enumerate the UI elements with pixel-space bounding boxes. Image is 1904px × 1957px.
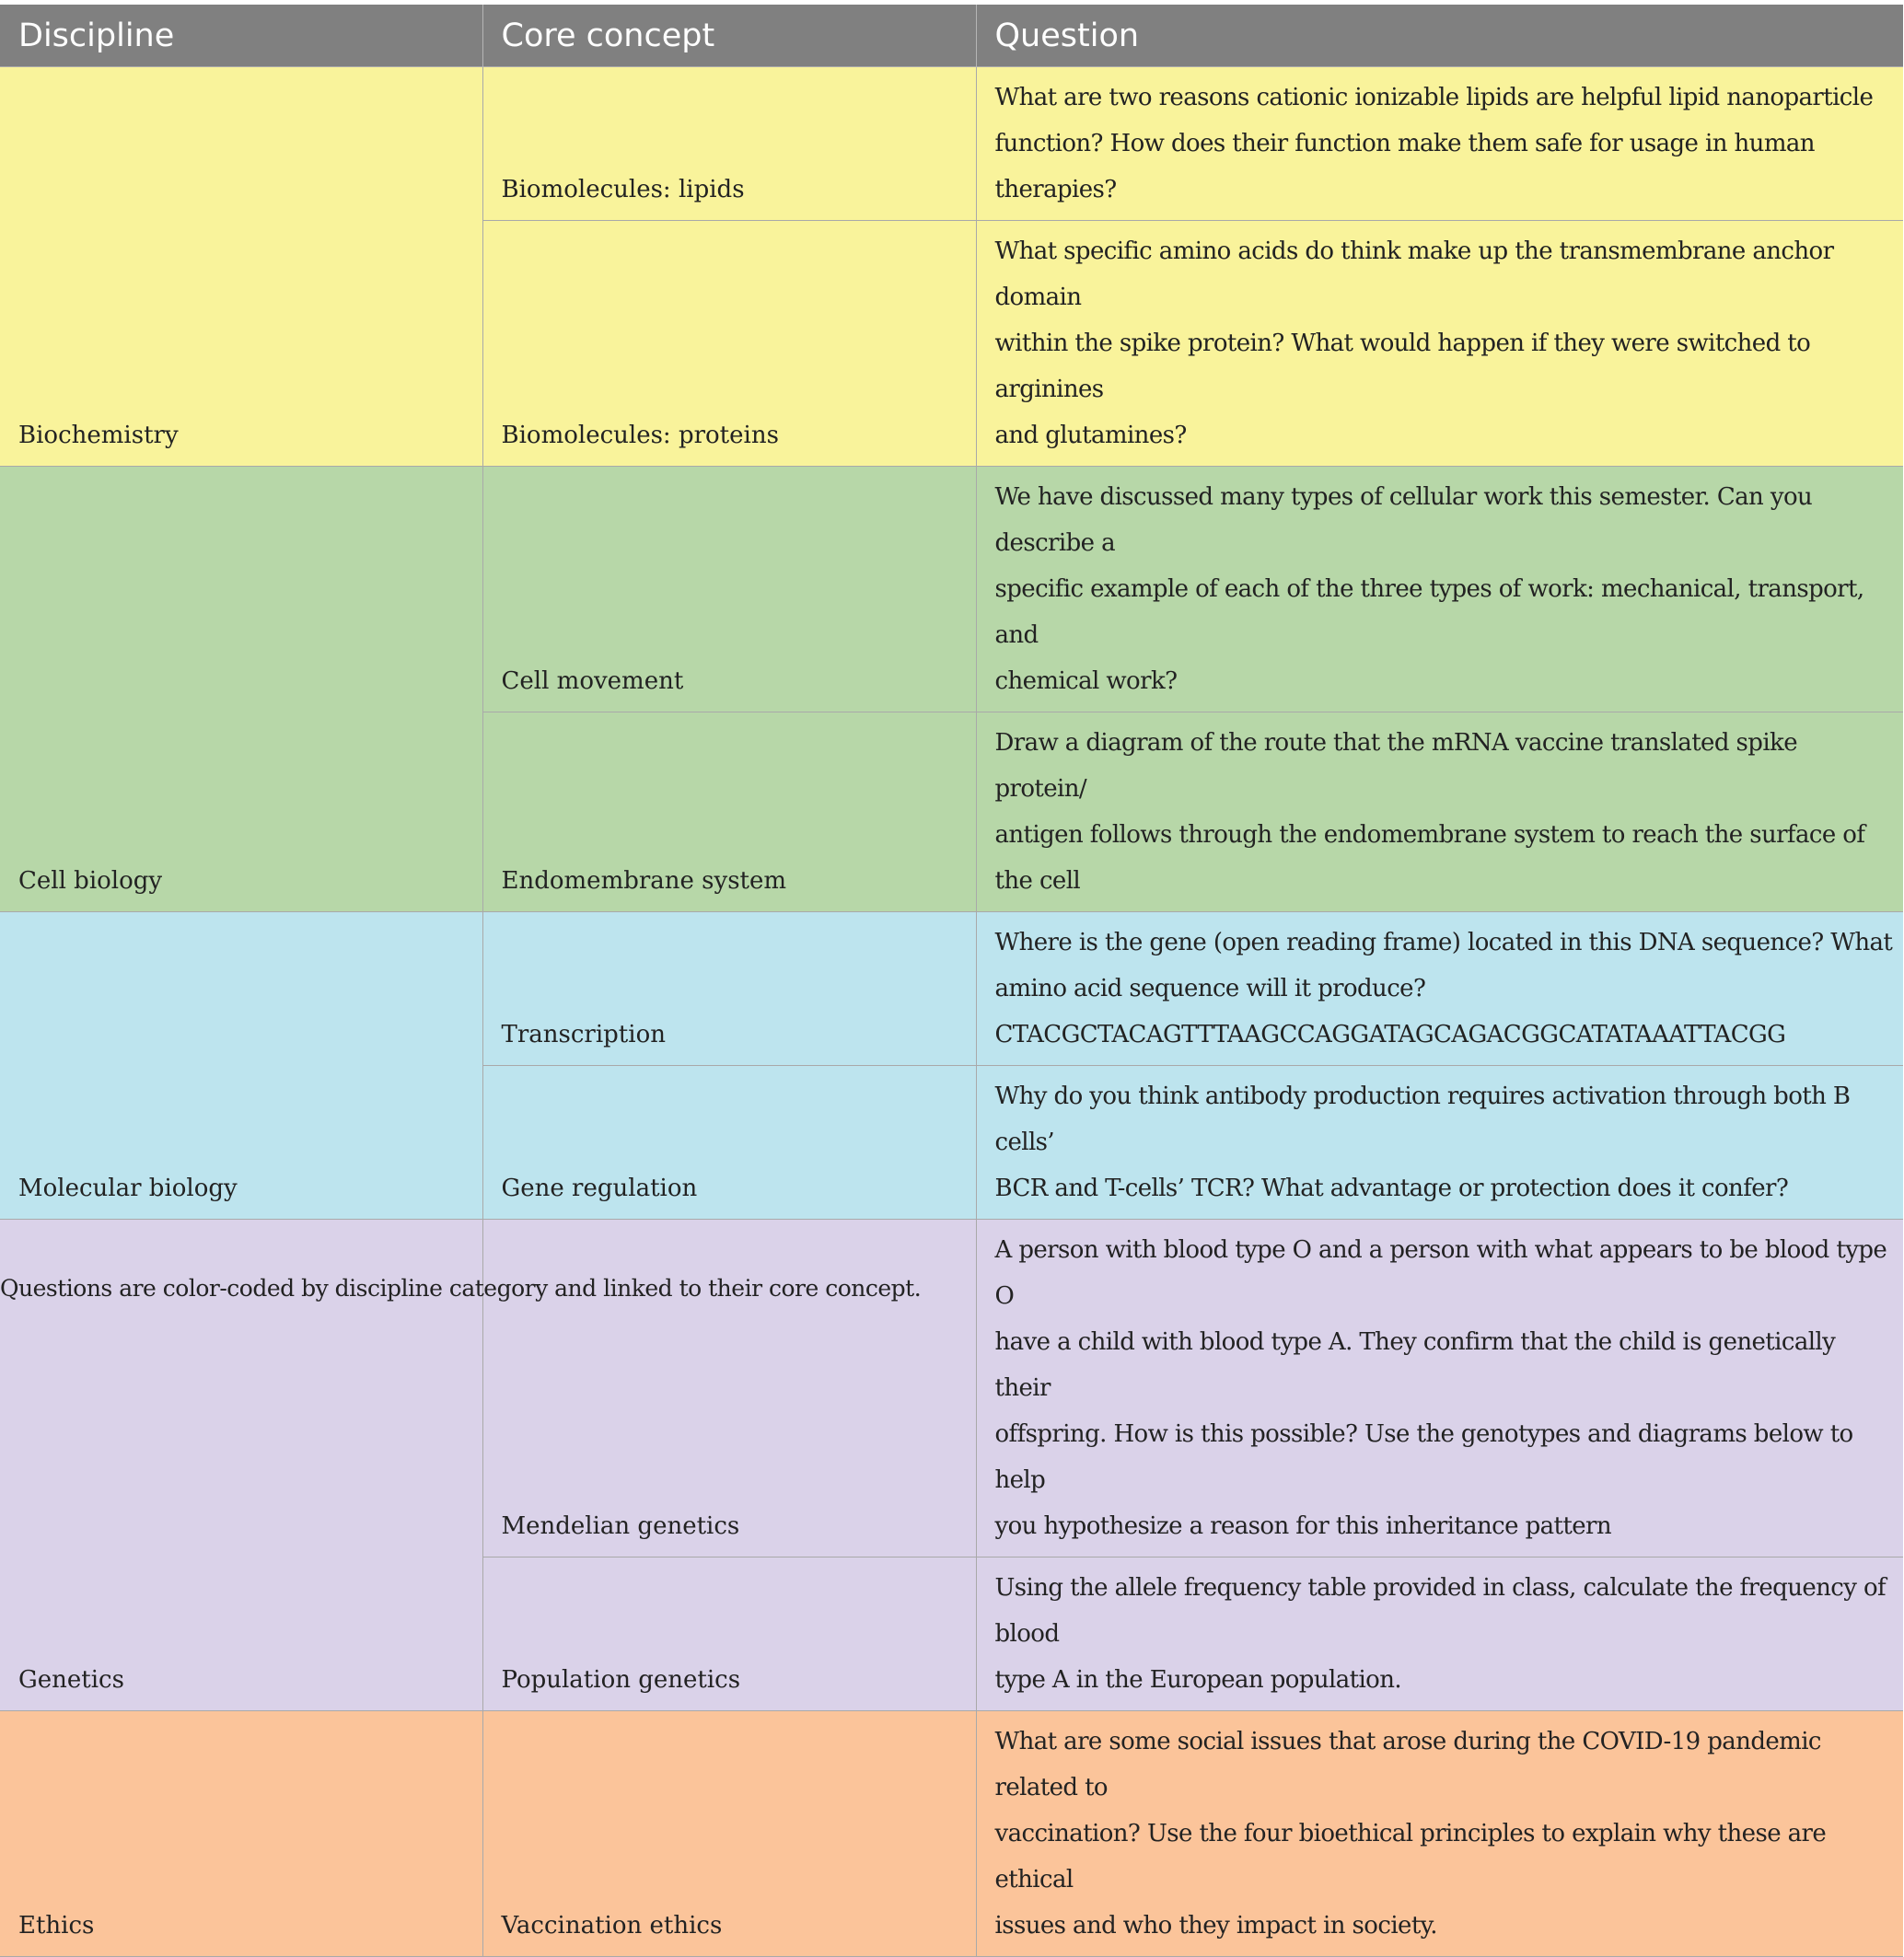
question-line: chemical work? (994, 667, 1178, 695)
question-line: and glutamines? (994, 422, 1187, 449)
concept-cell: Mendelian genetics (482, 1220, 976, 1557)
question-line: antigen follows through the endomembrane system to reach the surface of the cell (994, 821, 1865, 895)
question-line: vaccination? Use the four bioethical principles to explain why these are ethical (994, 1820, 1827, 1893)
discipline-cell: Ethics (0, 1711, 482, 1957)
question-line: have a child with blood type A. They confirm that the child is genetically their (994, 1328, 1836, 1402)
question-line: What specific amino acids do think make up the transmembrane anchor domain (994, 237, 1834, 311)
table-row (0, 912, 1903, 1066)
question-line: within the spike protein? What would happen if they were switched to arginines (994, 330, 1811, 403)
discipline-cell: Biochemistry (0, 67, 482, 467)
questions-table (0, 5, 1903, 1957)
question-line: issues and who they impact in society. (994, 1912, 1437, 1940)
question-line: type A in the European population. (994, 1666, 1402, 1694)
question-cell (976, 1557, 1903, 1711)
header-row (0, 5, 1903, 67)
question-line: you hypothesize a reason for this inheritance pattern (994, 1512, 1611, 1540)
question-line: BCR and T-cells’ TCR? What advantage or protection does it confer? (994, 1175, 1789, 1202)
question-cell (976, 912, 1903, 1066)
dna-sequence: CTACGCTACAGTTTAAGCCAGGATAGCAGACGGCATATAAATTACGG (994, 1021, 1786, 1048)
question-line: specific example of each of the three types of work: mechanical, transport, and (994, 575, 1864, 649)
question-cell (976, 1711, 1903, 1957)
question-cell (976, 1066, 1903, 1220)
question-line: What are some social issues that arose during the COVID-19 pandemic related to (994, 1728, 1821, 1801)
question-line: offspring. How is this possible? Use the genotypes and diagrams below to help (994, 1420, 1853, 1494)
question-cell (976, 712, 1903, 912)
table-caption: Questions are color-coded by discipline category and linked to their core concept. (0, 1275, 922, 1302)
question-cell (976, 67, 1903, 221)
question-line: amino acid sequence will it produce? (994, 975, 1426, 1002)
question-line: What are two reasons cationic ionizable lipids are helpful lipid nanoparticle (994, 84, 1874, 111)
discipline-cell: Genetics (0, 1220, 482, 1711)
question-cell (976, 221, 1903, 467)
concept-cell: Transcription (482, 912, 976, 1066)
question-line: Where is the gene (open reading frame) located in this DNA sequence? What (994, 929, 1893, 956)
concept-cell: Endomembrane system (482, 712, 976, 912)
question-line: Draw a diagram of the route that the mRNA vaccine translated spike protein/ (994, 729, 1797, 803)
question-line: A person with blood type O and a person with what appears to be blood type O (994, 1236, 1887, 1310)
questions-table-container (0, 5, 1903, 1957)
header-core-concept: Core concept (482, 5, 976, 67)
concept-cell: Cell movement (482, 467, 976, 712)
table-row (0, 467, 1903, 712)
header-question: Question (976, 5, 1903, 67)
concept-cell: Gene regulation (482, 1066, 976, 1220)
concept-cell: Vaccination ethics (482, 1711, 976, 1957)
question-line: function? How does their function make them safe for usage in human therapies? (994, 130, 1815, 203)
question-line: Why do you think antibody production requires activation through both B cells’ (994, 1083, 1851, 1156)
table-row (0, 1711, 1903, 1957)
question-line: Using the allele frequency table provided in class, calculate the frequency of blood (994, 1574, 1887, 1648)
discipline-cell: Molecular biology (0, 912, 482, 1220)
concept-cell: Biomolecules: proteins (482, 221, 976, 467)
question-cell (976, 467, 1903, 712)
concept-cell: Biomolecules: lipids (482, 67, 976, 221)
table-row (0, 67, 1903, 221)
header-discipline: Discipline (0, 5, 482, 67)
discipline-cell: Cell biology (0, 467, 482, 912)
question-cell (976, 1220, 1903, 1557)
concept-cell: Population genetics (482, 1557, 976, 1711)
question-line: We have discussed many types of cellular work this semester. Can you describe a (994, 483, 1813, 557)
table-row (0, 1220, 1903, 1557)
